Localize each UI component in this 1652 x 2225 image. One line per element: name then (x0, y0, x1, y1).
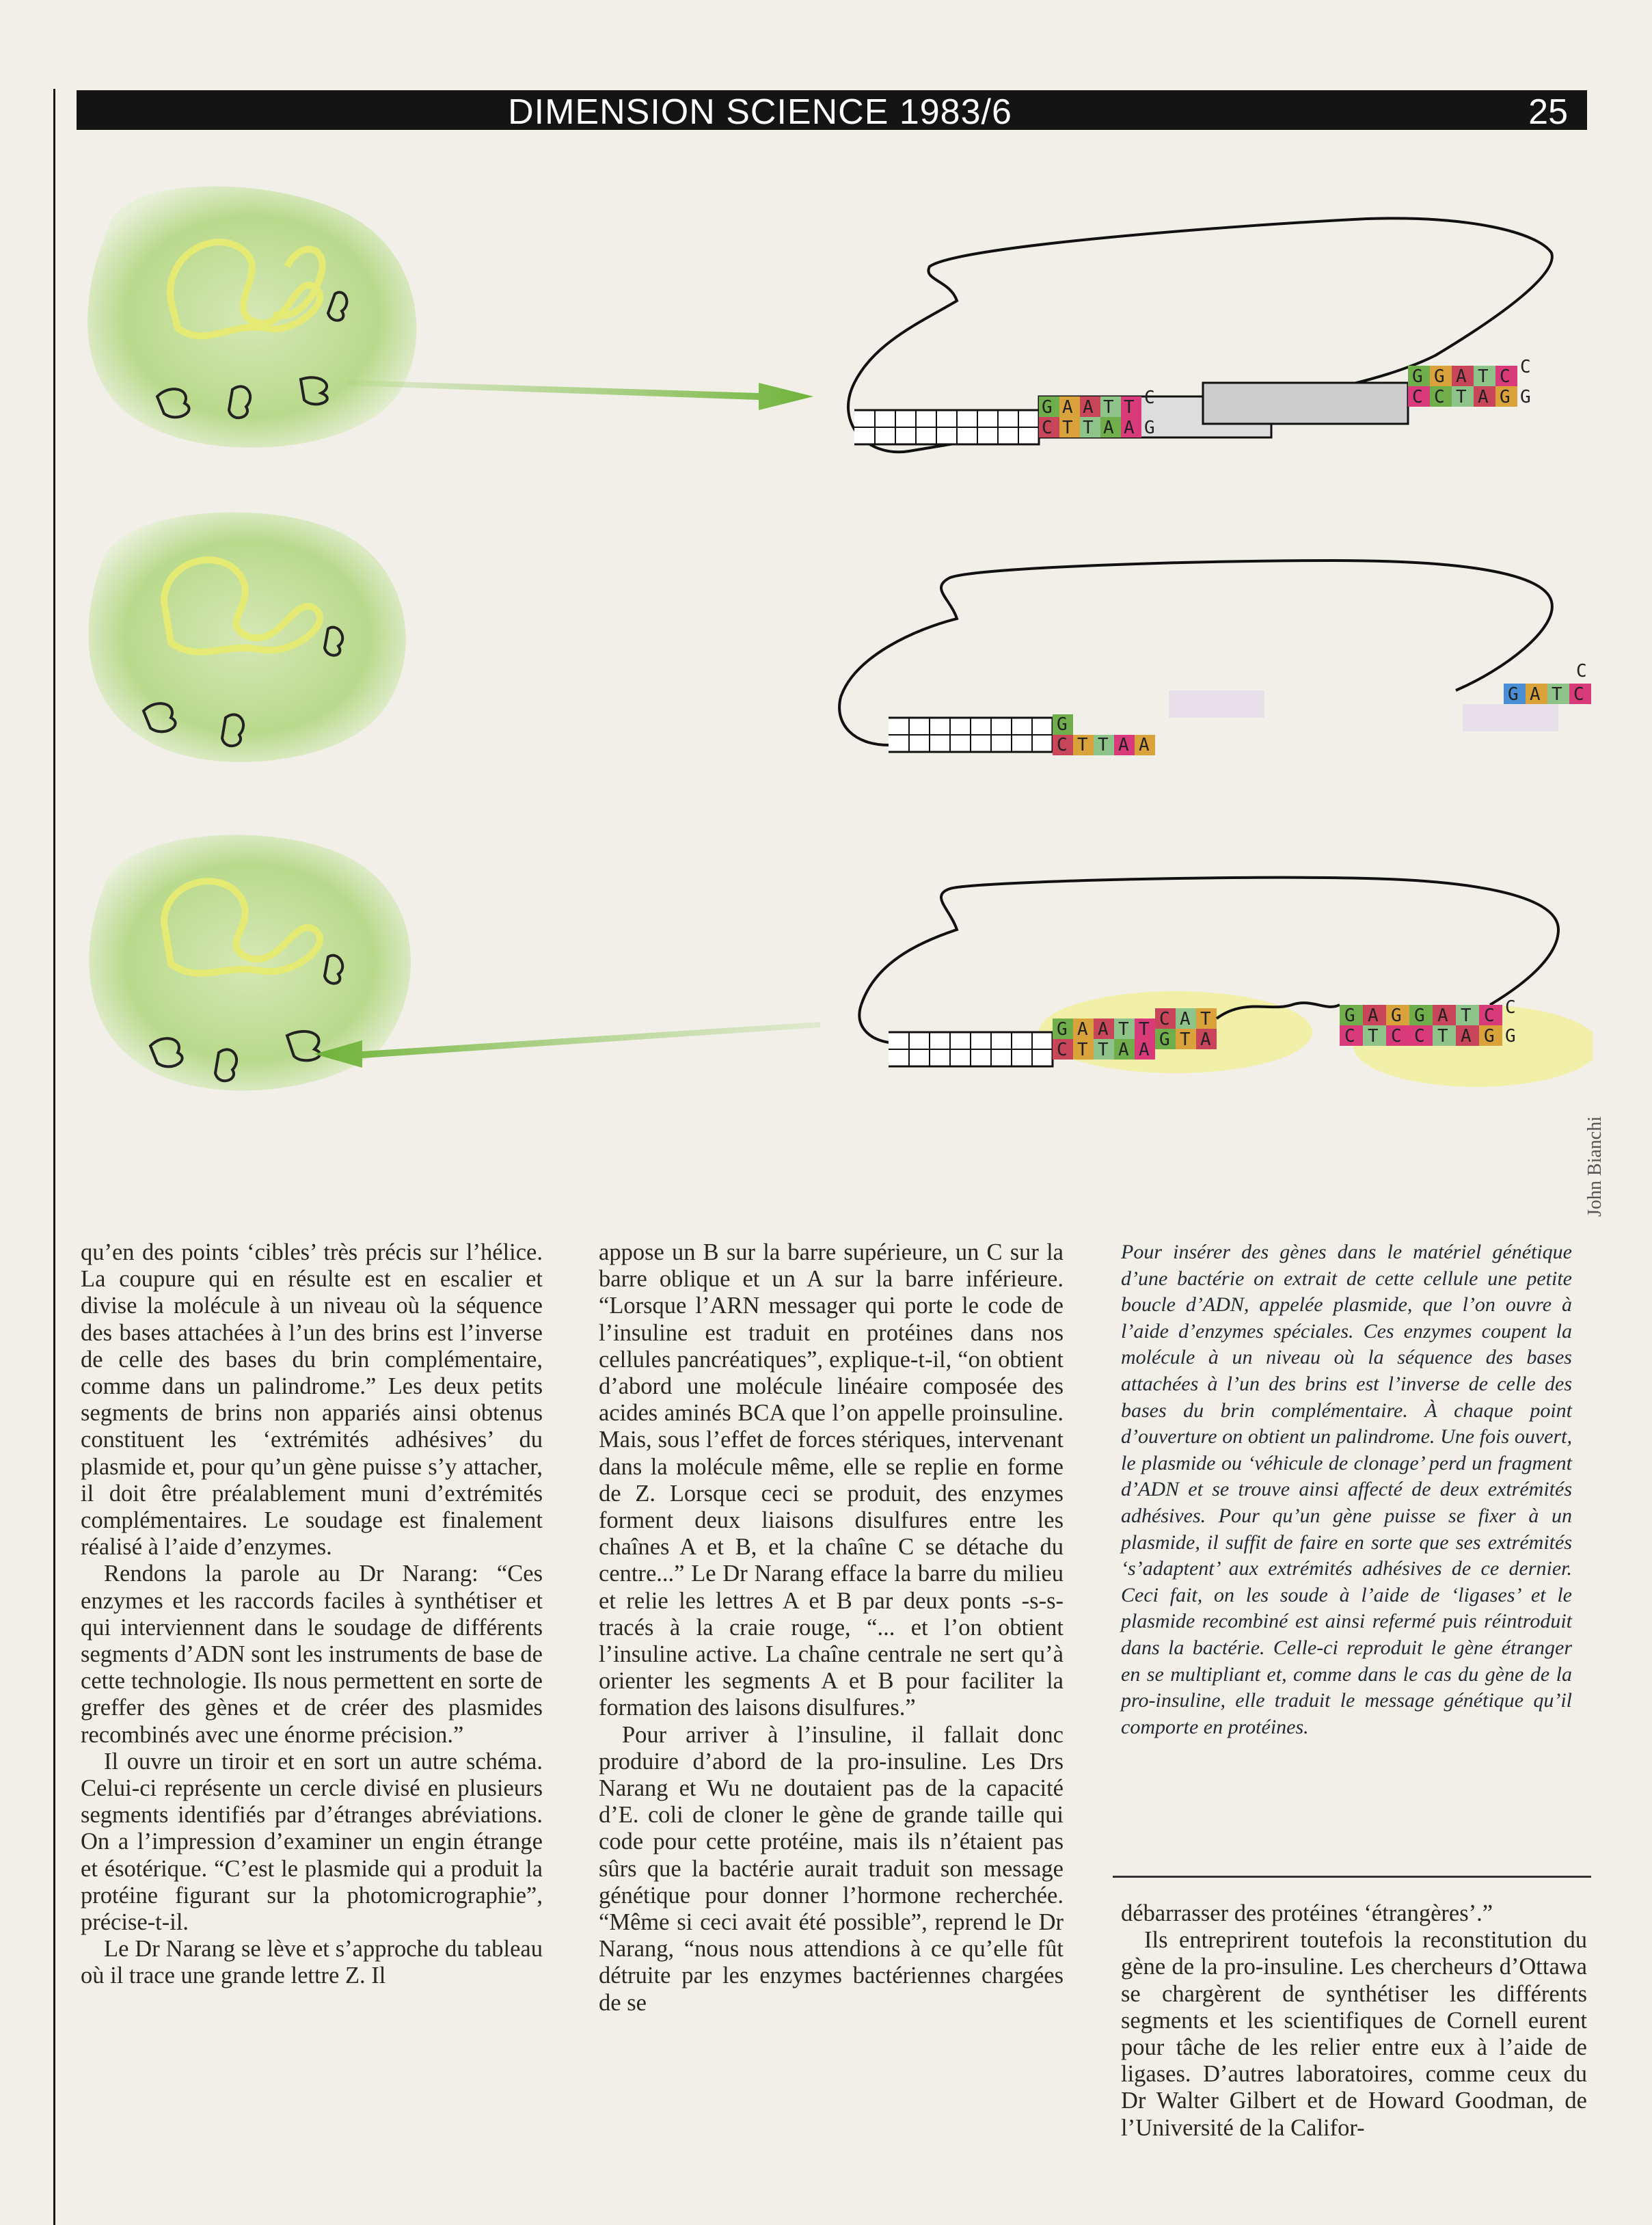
svg-text:T: T (1200, 1009, 1211, 1029)
caption-text: Pour insérer des gènes dans le matériel génétique d’une bactérie on extrait de cette cellule une petite boucle d’ADN, appelée plasmide, que l’on ouvre à l’aide d’enzymes spéciales. Ces enzymes coupent la molécule à un niveau où la séquence des bases attachées à l’un des brins est l’inverse de celle des bases du brin complémentaire. À chaque point d’ouverture on obtient un palindrome. Une fois ouvert, le plasmide ou ‘véhicule de clonage’ perd un fragment d’ADN et se trouve ainsi affecté de deux extrémités adhésives. Pour qu’un gène puisse se fixer à un plasmide, il suffit de faire en sorte que ses extrémités ‘s’adaptent’ aux extrémités adhésives de ce dernier. Ceci fait, on les soude à l’aide de ‘ligases’ et le plasmide recombiné est ainsi refermé puis réintroduit dans la bactérie. Celle-ci reproduit le gène étranger en se multipliant et, comme dans le cas du gène de la pro-insuline, elle traduit le message génétique qu’il comporte en protéines. (1121, 1241, 1572, 1738)
svg-text:A: A (1456, 366, 1467, 387)
column-2 (599, 1239, 1064, 2017)
svg-text:C: C (1573, 684, 1584, 705)
svg-text:A: A (1530, 684, 1541, 705)
svg-text:A: A (1461, 1026, 1472, 1047)
bacterium-2 (88, 512, 405, 761)
svg-text:A: A (1124, 418, 1135, 438)
svg-text:T: T (1478, 366, 1489, 387)
svg-text:T: T (1062, 418, 1073, 438)
page-number: 25 (1528, 92, 1568, 132)
column-1 (81, 1239, 543, 1990)
svg-text:A: A (1118, 735, 1129, 755)
svg-text:T: T (1456, 387, 1467, 407)
svg-text:T: T (1077, 1040, 1088, 1060)
svg-text:T: T (1098, 1040, 1109, 1060)
svg-text:G: G (1484, 1026, 1495, 1047)
svg-text:A: A (1103, 418, 1114, 438)
svg-text:A: A (1200, 1029, 1211, 1050)
svg-text:C: C (1484, 1006, 1495, 1026)
svg-text:C: C (1159, 1009, 1170, 1029)
strip-1 (854, 357, 1531, 444)
left-rule (53, 89, 55, 2225)
svg-text:G: G (1505, 1026, 1516, 1047)
svg-text:G: G (1391, 1006, 1402, 1026)
svg-text:G: G (1500, 387, 1511, 407)
paragraph: Le Dr Narang se lève et s’approche du tableau où il trace une grande lettre Z. Il (81, 1936, 543, 1989)
svg-text:T: T (1461, 1006, 1472, 1026)
svg-text:G: G (1414, 1006, 1425, 1026)
svg-text:G: G (1520, 387, 1531, 407)
svg-text:T: T (1124, 397, 1135, 418)
paragraph: Pour arriver à l’insuline, il fallait donc produire d’abord de la pro-insuline. Les Drs Narang et Wu ne doutaient pas de la capacité d’E. coli de cloner le gène de grande taille qui code pour cette protéine, mais ils n’étaient pas sûrs que la bactérie aurait traduit son message génétique pour donner l’hormone recherchée. “Même si ceci avait été possible”, reprend le Dr Narang, “nous nous attendions à ce qu’elle fût détruite par les enzymes bactériennes chargées de se (599, 1721, 1064, 2016)
svg-text:T: T (1083, 418, 1094, 438)
svg-text:C: C (1412, 387, 1423, 407)
svg-text:A: A (1062, 397, 1073, 418)
svg-text:A: A (1139, 735, 1150, 755)
journal-title: DIMENSION SCIENCE 1983/6 (508, 92, 1012, 132)
svg-text:G: G (1412, 366, 1423, 387)
svg-text:A: A (1077, 1019, 1088, 1040)
paragraph: débarrasser des protéines ‘étrangères’.” (1121, 1900, 1493, 1926)
svg-text:C: C (1576, 661, 1587, 682)
svg-text:G: G (1434, 366, 1445, 387)
svg-text:T: T (1103, 397, 1114, 418)
caption-separator (1113, 1876, 1591, 1878)
illustration-credit: John Bianchi (1584, 1116, 1606, 1217)
svg-text:A: A (1478, 387, 1489, 407)
svg-text:C: C (1520, 357, 1531, 377)
svg-text:T: T (1118, 1019, 1129, 1040)
plasmid-loops (839, 218, 1558, 1042)
svg-text:C: C (1505, 997, 1516, 1018)
svg-text:G: G (1057, 714, 1068, 735)
svg-text:G: G (1344, 1006, 1355, 1026)
paragraph: Il ouvre un tiroir et en sort un autre schéma. Celui-ci représente un cercle divisé en plusieurs segments identifiés par d’étranges abréviations. On a l’impression d’examiner un engin étrange et ésotérique. “C’est le plasmide qui a produit la protéine figurant sur la photomicrographie”, précise-t-il. (81, 1748, 543, 1936)
svg-text:A: A (1118, 1040, 1129, 1060)
svg-text:A: A (1098, 1019, 1109, 1040)
svg-text:C: C (1042, 418, 1053, 438)
paragraph: Ils entreprirent toutefois la reconstitution du gène de la pro-insuline. Les chercheurs d’Ottawa se chargèrent de synthétiser les différents segments et les scientifiques de Cornell eurent pour tâche de les relier entre eux à l’aide de ligases. D’autres laboratoires, comme ceux du Dr Walter Gilbert et de Howard Goodman, de l’Université de la Califor- (1121, 1927, 1587, 2141)
svg-text:C: C (1391, 1026, 1402, 1047)
figure-caption (1121, 1239, 1572, 1740)
svg-text:C: C (1344, 1026, 1355, 1047)
plasmid-illustration (68, 178, 1593, 1244)
svg-text:T: T (1552, 684, 1562, 705)
column-3 (1121, 1900, 1587, 2142)
svg-text:T: T (1368, 1026, 1379, 1047)
paragraph: appose un B sur la barre supérieure, un C sur la barre oblique et un A sur la barre inférieure. “Lorsque l’ARN messager qui porte le code de l’insuline est traduit en protéines dans nos cellules pancréatiques”, explique-t-il, “on obtient d’abord une molécule linéaire composée des acides aminés BCA que l’on appelle proinsuline. Mais, sous l’effet de forces stériques, intervenant dans la molécule même, elle se replie en forme de Z. Lorsque ceci se produit, des enzymes forment deux liaisons disulfures entre les chaînes A et B, et la chaîne C se détache du centre...” Le Dr Narang efface la barre du milieu et relie les lettres A et B par deux ponts -s-s- tracés à la craie rouge, “... et l’on obtient l’insuline active. La chaîne centrale ne sert qu’à orienter les segments A et B pour faciliter la formation des laisons disulfures.” (599, 1239, 1064, 1721)
svg-text:A: A (1180, 1009, 1191, 1029)
svg-text:T: T (1077, 735, 1088, 755)
svg-text:A: A (1368, 1006, 1379, 1026)
page-header (77, 90, 1587, 130)
svg-text:T: T (1437, 1026, 1448, 1047)
svg-text:T: T (1180, 1029, 1191, 1050)
arrow-extract (349, 380, 813, 410)
svg-text:C: C (1414, 1026, 1425, 1047)
svg-text:G: G (1042, 397, 1053, 418)
svg-text:G: G (1159, 1029, 1170, 1050)
svg-text:G: G (1144, 418, 1155, 438)
paragraph: Rendons la parole au Dr Narang: “Ces enzymes et les raccords faciles à synthétiser et qui interviennent dans le soudage de différents segments d’ADN sont les instruments de base de cette technologie. Ils nous permettent en sorte de greffer des gènes et de créer des plasmides recombinés avec une énorme précision.” (81, 1561, 543, 1748)
svg-text:T: T (1139, 1019, 1150, 1040)
svg-text:G: G (1508, 684, 1519, 705)
svg-text:C: C (1144, 388, 1155, 408)
svg-text:A: A (1083, 397, 1094, 418)
svg-text:C: C (1434, 387, 1445, 407)
svg-text:A: A (1139, 1040, 1150, 1060)
strip-3 (889, 991, 1593, 1087)
svg-text:G: G (1057, 1019, 1068, 1040)
svg-text:C: C (1500, 366, 1511, 387)
svg-text:A: A (1437, 1006, 1448, 1026)
svg-text:C: C (1057, 1040, 1068, 1060)
svg-text:C: C (1057, 735, 1068, 755)
paragraph: qu’en des points ‘cibles’ très précis sur l’hélice. La coupure qui en résulte est en escalier et divise la molécule à un niveau où la séquence des bases attachées à l’un des brins est l’inverse de celle des bases du brin complémentaire, comme dans un palindrome.” Les deux petits segments de brins non appariés ainsi obtenus constituent les ‘extrémités adhésives’ du plasmide et, pour qu’un gène puisse s’y attacher, il doit être préalablement muni d’extrémités complémentaires. Le soudage est finalement réalisé à l’aide d’enzymes. (81, 1239, 543, 1561)
svg-text:T: T (1098, 735, 1109, 755)
bacterium-1 (87, 187, 416, 448)
